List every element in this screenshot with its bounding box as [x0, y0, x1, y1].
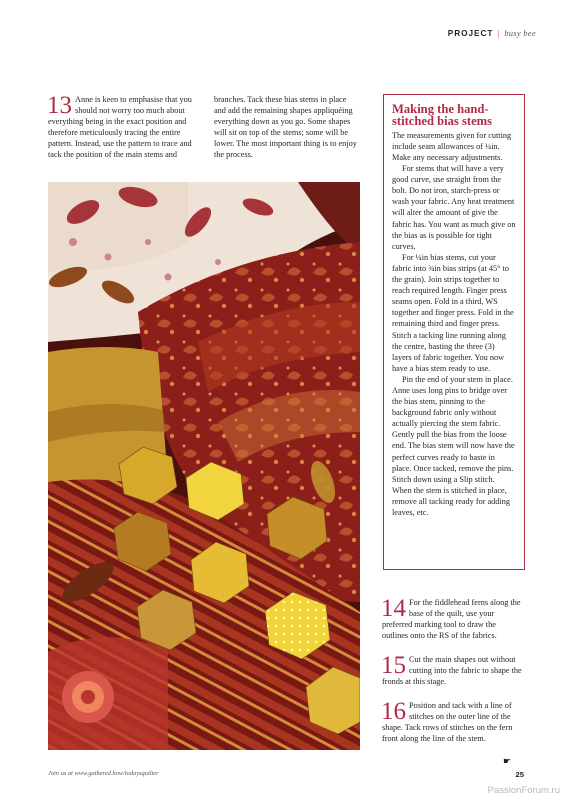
sidebar-paragraph: For ¼in bias stems, cut your fabric into ¾in bias strips (at 45° to the grain). Join strips together to reach required length. Finger press seams open. Fold in a third, WS together and finger press. Fold in the remaining third and finger press. Stitch a tacking line running along the centre, basting the three (3) layers of fabric together. You now have a bias stem ready to use. — [392, 252, 514, 373]
page-header — [448, 29, 536, 38]
step-15-number: 15 — [381, 652, 406, 679]
header-section: busy bee — [504, 29, 536, 38]
step-13-col1 — [48, 94, 195, 161]
step-15-text: Cut the main shapes out without cutting into the fabric to shape the fronds at this stage. — [382, 655, 522, 687]
watermark: PassionForum.ru — [487, 785, 560, 796]
footer-url: Join us at www.gathered.how/todaysquilter — [48, 770, 159, 777]
step-13-text-part2: branches. Tack these bias stems in place and add the remaining shapes appliquéing everything down as you go. Some shapes will sit on top of the stems; some will be lower. The most important thing is to enjoy the process. — [214, 95, 357, 160]
step-13-number: 13 — [47, 92, 72, 119]
sidebar-title: Making the hand-stitched bias stems — [392, 102, 493, 129]
step-13-col2 — [214, 94, 360, 161]
sidebar-paragraph: For stems that will have a very good curve, use straight from the bolt. Do not iron, starch-press or wash your fabric. Any heat treatment will alter the amount of give the fabric has. You want as much give on the bias as is possible for tight curves. — [392, 164, 516, 251]
bias-stems-sidebar — [383, 94, 525, 570]
step-14-number: 14 — [381, 595, 406, 622]
end-mark-icon: ☛ — [503, 756, 512, 766]
quilt-photo — [48, 182, 360, 750]
header-project: PROJECT — [447, 29, 494, 38]
header-separator: | — [497, 29, 500, 38]
step-16 — [382, 700, 524, 744]
sidebar-paragraph: Pin the end of your stem in place. Anne uses long pins to bridge over the bias stem, pinning to the background fabric only without actually piercing the stem fabric. Gently pull the bias from the loose end. The bias stem will now have the perfect curves ready to baste in place. Once tacked, remove the pins. Stitch down using a Slip stitch. When the stem is stitched in place, remove all tacking ready for adding leaves, etc. — [392, 374, 515, 517]
page-number: 25 — [515, 770, 524, 779]
step-15 — [382, 654, 524, 687]
step-13-text-part1: Anne is keen to emphasise that you should not worry too much about everything being in the exact position and therefore meticulously tracing the entire pattern. Instead, use the pattern to trace and tack the position of the main stems and — [48, 95, 192, 160]
step-14 — [382, 597, 524, 641]
step-14-text: For the fiddlehead ferns along the base of the quilt, use your preferred marking tool to draw the outlines onto the RS of the fabrics. — [382, 598, 521, 641]
step-16-text: Position and tack with a line of stitches on the outer line of the shape. Tack rows of stitches on the fern front along the line of the stem. — [382, 701, 513, 744]
step-16-number: 16 — [381, 698, 406, 725]
sidebar-paragraph: The measurements given for cutting include seam allowances of ¼in. Make any necessary adjustments. — [392, 130, 512, 162]
